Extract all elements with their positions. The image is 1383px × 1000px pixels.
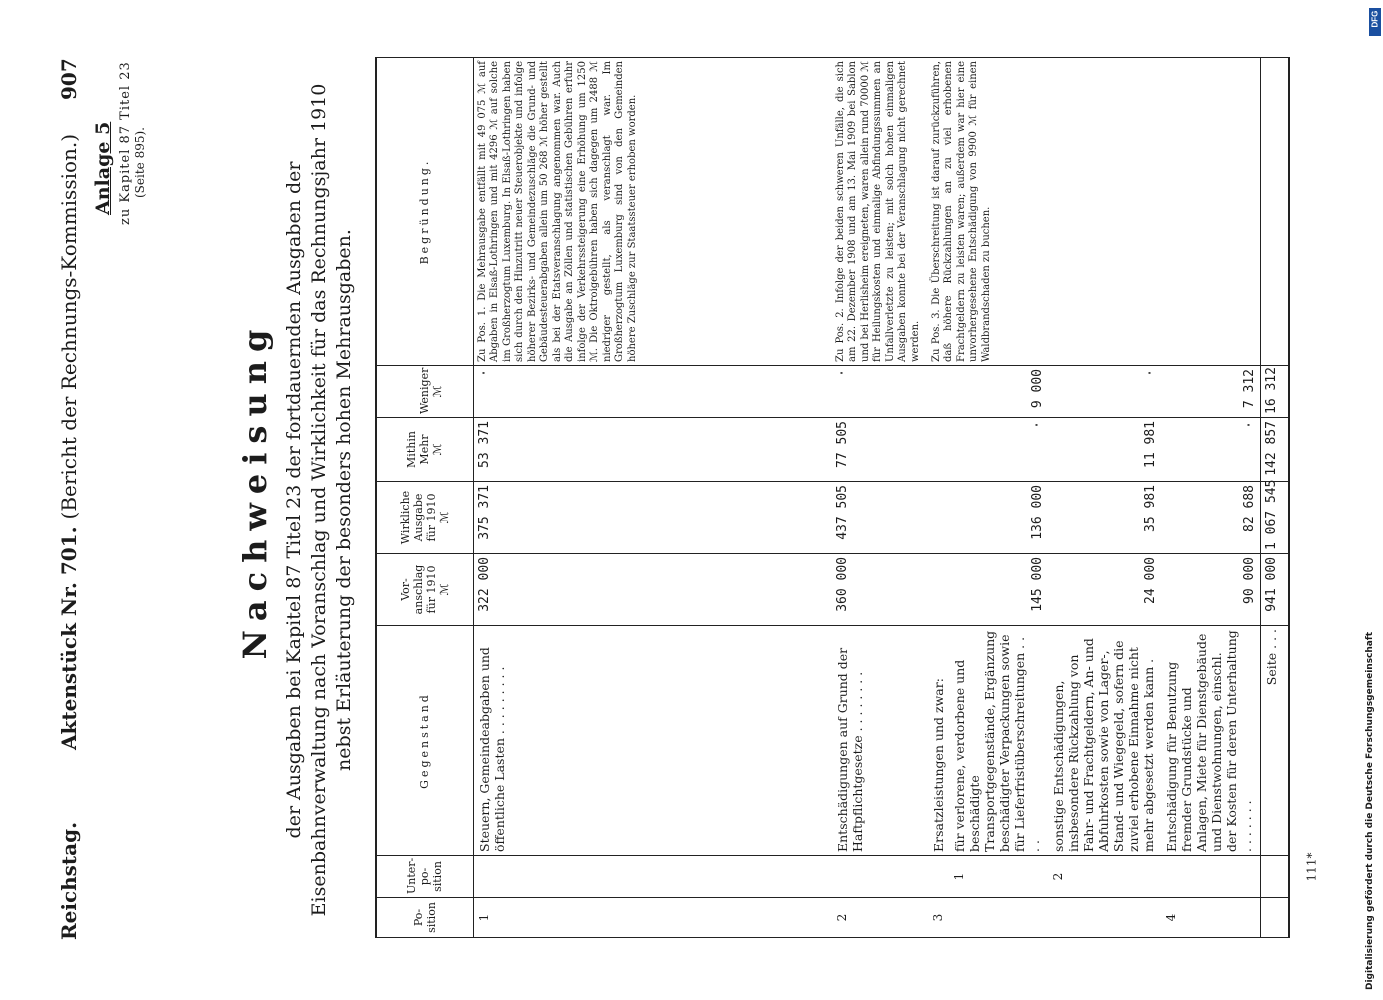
row-wirkliche: 136 000 (949, 482, 1047, 554)
col-voranschlag (376, 554, 473, 626)
row-begruendung: Zu Pos. 2. Infolge der beiden schweren Unfälle, die sich am 22. Dezember 1908 und am 13. Mai 1909 bei Sablon und bei Herlisheim ereigneten, waren allein rund 70000 ℳ für Heilungskosten und einmalige Abfindungssummen an Unfallverletzte zu leisten; mit solch hohen einmaligen Ausgaben konnte bei der Veranschlagung nicht gerechnet werden. (832, 58, 928, 366)
row-mehr: 11 981 (1048, 418, 1162, 482)
table-row (832, 58, 928, 938)
row-gegenstand: Entschädigungen auf Grund der Haftpflichtgesetze . . . . . . . . (832, 626, 928, 856)
row-position (1048, 898, 1162, 938)
row-unterposition (1161, 856, 1260, 898)
total-row (1260, 58, 1289, 938)
col-unterposition: Unter-po-sition (376, 856, 473, 898)
row-weniger: · (473, 366, 832, 418)
page-number: 907 (57, 58, 81, 100)
row-gegenstand: Ersatzleistungen und zwar: (928, 626, 950, 856)
row-unterposition (928, 856, 950, 898)
col-mehr (376, 418, 473, 482)
row-wirkliche: 35 981 (1048, 482, 1162, 554)
footer-mark: 111* (1304, 852, 1319, 882)
total-voranschlag: 941 000 (1260, 554, 1289, 626)
row-voranschlag: 360 000 (832, 554, 928, 626)
row-weniger: · (1048, 366, 1162, 418)
total-begruendung (1260, 58, 1289, 366)
row-voranschlag: 145 000 (949, 554, 1047, 626)
row-weniger: 7 312 (1161, 366, 1260, 418)
document-intro: der Ausgaben bei Kapitel 87 Titel 23 der fortdauernden Ausgaben der Eisenbahnverwaltung nach Voranschlag und Wirklichkeit für das Rechnungsjahr 1910 nebst Erläuterung der besonders hohen Mehrausgaben. (283, 83, 355, 917)
row-mehr: 53 371 (473, 418, 832, 482)
col-voranschlag-label: Vor-anschlag für 1910 (398, 564, 438, 615)
total-unter (1260, 856, 1289, 898)
total-wirkliche: 1 067 545 (1260, 482, 1289, 554)
row-begruendung: Zu Pos. 3. Die Überschreitung ist darauf zurückzuführen, daß höhere Rückzahlungen an zu viel erhobenen Frachtgeldern zu leisten waren; außerdem war hier eine unvorhergesehene Entschädigung von 9900 ℳ für einen Waldbrandschaden zu buchen. (928, 58, 1260, 366)
row-wirkliche (928, 482, 950, 554)
row-gegenstand: für verlorene, verdorbene und beschädigte Transportgegenstände, Ergänzung beschädigter Verpackungen sowie für Lieferfristüberschreitungen . . . . (949, 626, 1047, 856)
total-pos (1260, 898, 1289, 938)
table-row (928, 58, 950, 938)
row-voranschlag: 24 000 (1048, 554, 1162, 626)
row-position: 3 (928, 898, 950, 938)
col-weniger-unit: ℳ (431, 385, 445, 398)
total-mehr: 142 857 (1260, 418, 1289, 482)
row-voranschlag: 90 000 (1161, 554, 1260, 626)
row-position: 1 (473, 898, 832, 938)
col-wirkliche (376, 482, 473, 554)
row-mehr: · (1161, 418, 1260, 482)
row-mehr: 77 505 (832, 418, 928, 482)
document-title: Nachweisung (236, 320, 274, 660)
header-subtitle: (Bericht der Rechnungs-Kommission.) (57, 133, 81, 520)
row-weniger (928, 366, 950, 418)
total-label: Seite . . . (1260, 626, 1289, 856)
row-position: 2 (832, 898, 928, 938)
row-weniger: · (832, 366, 928, 418)
digitization-note (1365, 10, 1379, 990)
row-voranschlag (928, 554, 950, 626)
row-unterposition: 1 (949, 856, 1047, 898)
row-mehr: · (949, 418, 1047, 482)
row-weniger: 9 000 (949, 366, 1047, 418)
col-gegenstand: Gegenstand (376, 626, 473, 856)
row-position (949, 898, 1047, 938)
col-wirkliche-label: Wirkliche Ausgabe für 1910 (398, 490, 438, 545)
row-unterposition (832, 856, 928, 898)
row-wirkliche: 437 505 (832, 482, 928, 554)
row-wirkliche: 375 371 (473, 482, 832, 554)
total-weniger: 16 312 (1260, 366, 1289, 418)
col-mehr-unit: ℳ (431, 443, 445, 456)
row-wirkliche: 82 688 (1161, 482, 1260, 554)
row-mehr (928, 418, 950, 482)
header-left: Reichstag. (57, 821, 81, 940)
row-gegenstand: sonstige Entschädigungen, insbesondere Rückzahlung von Fahr- und Frachtgeldern, An- und Abfuhrkosten sowie von Lager-, Stand- und Wiegegeld, sofern die zuviel erhobene Einnahme nicht mehr abgesetzt werden kann . (1048, 626, 1162, 856)
col-mehr-label: Mehr (418, 434, 432, 465)
table-header-row (376, 58, 473, 938)
row-unterposition (473, 856, 832, 898)
header-document-number: Aktenstück Nr. 701. (57, 526, 81, 750)
anlage-page-reference: (Seite 895). (133, 127, 147, 198)
row-position: 4 (1161, 898, 1260, 938)
row-begruendung: Zu Pos. 1. Die Mehrausgabe entfällt mit 49 075 ℳ auf Abgaben in Elsaß-Lothringen und mit 4296 ℳ auf solche im Großherzogtum Luxemburg. In Elsaß-Lothringen haben sich durch den Hinzutritt neuer Steuerobjekte und infolge höherer Bezirks- und Gemeindezuschläge die Grund- und Gebäudesteuerabgaben allein um 50 268 ℳ höher gestellt als bei der Etatsveranschlagung angenommen war. Auch die Ausgabe an Zöllen und statistischen Gebühren erfuhr infolge der Verkehrssteigerung eine Erhöhung um 1250 ℳ. Die Oktroigebühren haben sich dagegen um 2488 ℳ niedriger gestellt, als veranschlagt war. Im Großherzogtum Luxemburg sind von den Gemeinden höhere Zuschläge zur Staatssteuer erhoben worden. (473, 58, 832, 366)
col-wirkliche-unit: ℳ (437, 511, 451, 524)
row-gegenstand: Entschädigung für Benutzung fremder Grundstücke und Anlagen, Miete für Dienstgebäude und Dienstwohnungen, einschl. der Kosten für deren Unterhaltung . . . . . . . (1161, 626, 1260, 856)
row-gegenstand: Steuern, Gemeindeabgaben und öffentliche Lasten . . . . . . . . . (473, 626, 832, 856)
digitization-text: Digitalisierung gefördert durch die Deutsche Forschungsgemeinschaft (1365, 631, 1375, 990)
anlage-title: Anlage 5 (92, 121, 114, 215)
col-voranschlag-unit: ℳ (437, 583, 451, 596)
expense-table (375, 57, 1290, 938)
row-unterposition: 2 (1048, 856, 1162, 898)
anlage-reference: zu Kapitel 87 Titel 23 (118, 61, 133, 225)
col-weniger (376, 366, 473, 418)
col-begruendung: Begründung. (376, 58, 473, 366)
dfg-logo-text: DFG (1370, 10, 1380, 28)
row-voranschlag: 322 000 (473, 554, 832, 626)
header-middle (57, 134, 81, 750)
col-weniger-label: Weniger (418, 367, 432, 414)
table-row (473, 58, 832, 938)
col-mithin-label: Mithin (405, 431, 419, 468)
col-position: Po-sition (376, 898, 473, 938)
